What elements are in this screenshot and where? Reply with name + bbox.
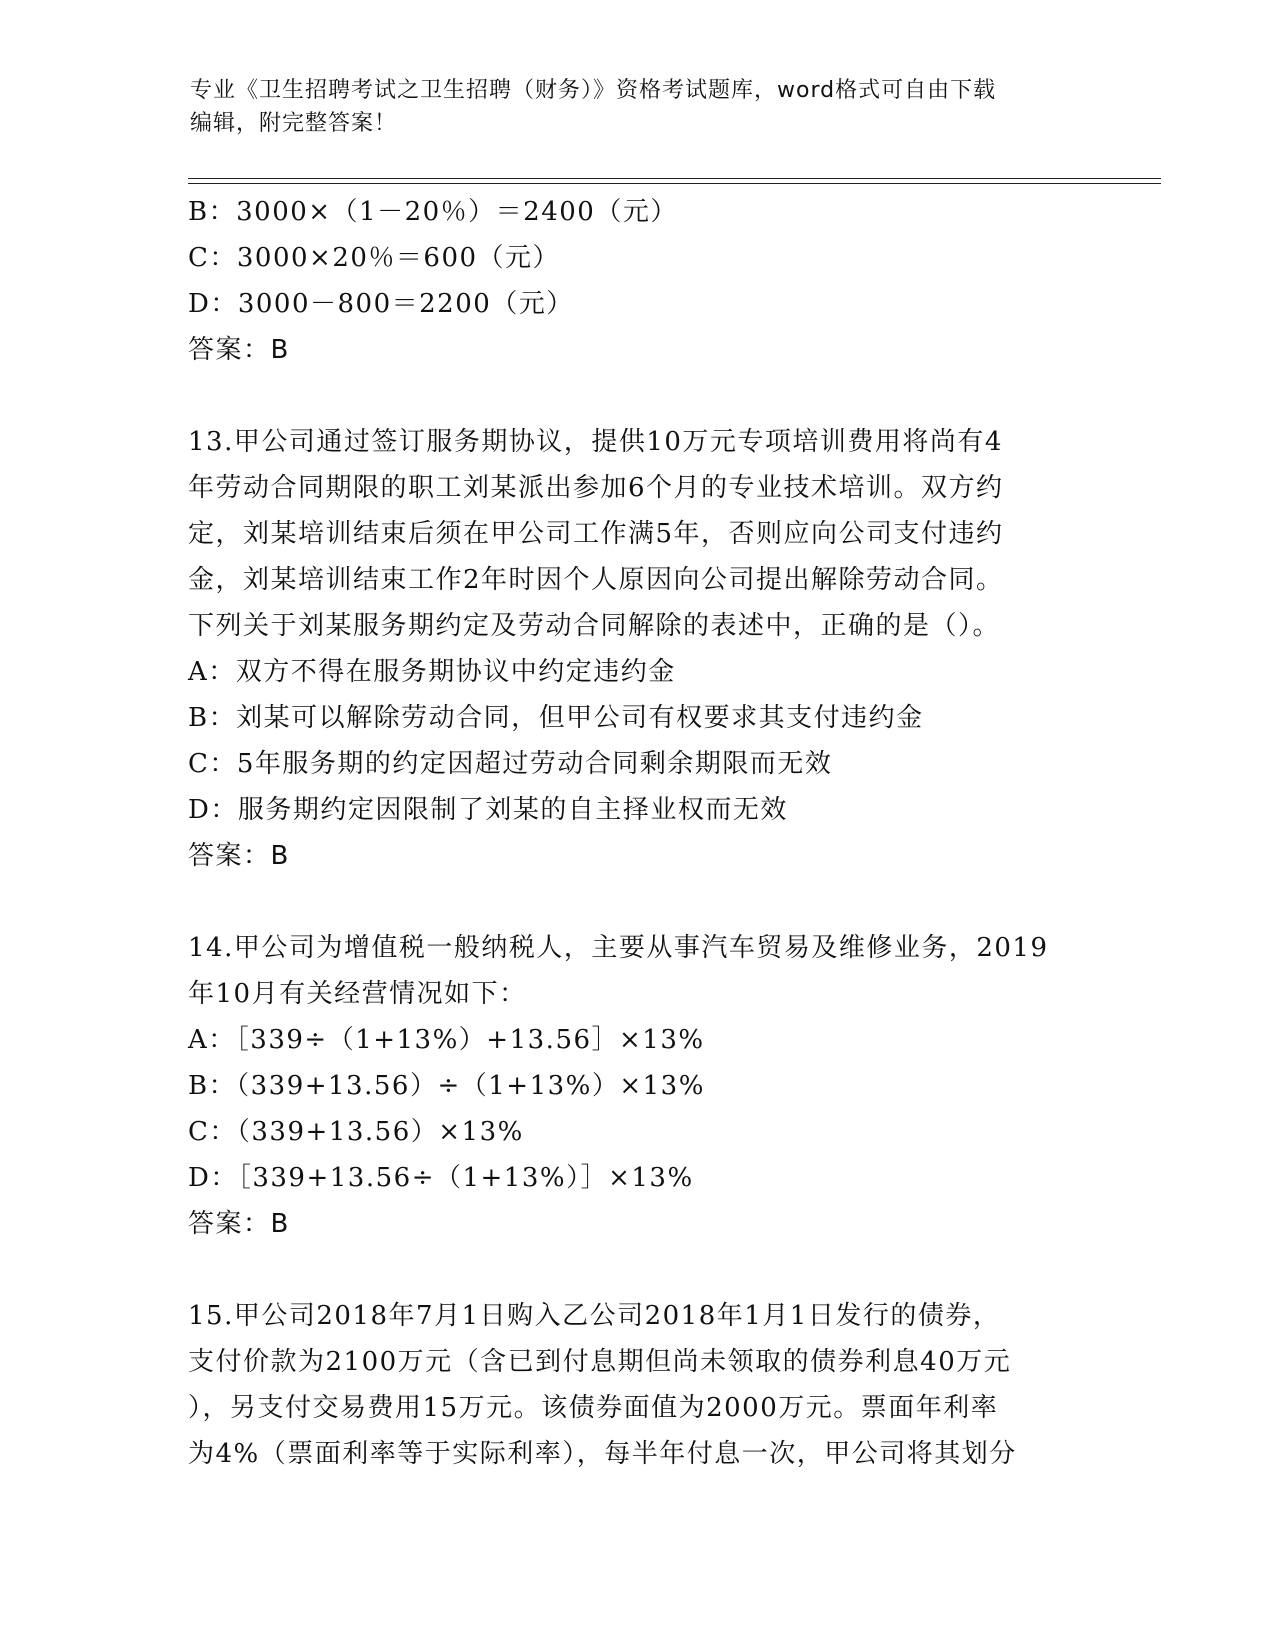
question-text-line: 定，刘某培训结束后须在甲公司工作满5年，否则应向公司支付违约 xyxy=(188,519,1004,549)
option-d: D：3000－800＝2200（元） xyxy=(188,289,574,319)
header-divider-top xyxy=(188,178,1161,179)
question-text-line: 支付价款为2100万元（含已到付息期但尚未领取的债券利息40万元 xyxy=(188,1347,1012,1377)
prev-question-options xyxy=(188,189,1128,327)
option-b: B：3000×（1－20％）＝2400（元） xyxy=(188,197,678,227)
option-b: B：刘某可以解除劳动合同，但甲公司有权要求其支付违约金 xyxy=(188,703,924,733)
option-c: C：5年服务期的约定因超过劳动合同剩余期限而无效 xyxy=(188,749,833,779)
option-b: B：（339+13.56）÷（1+13%）×13% xyxy=(188,1071,705,1101)
spacer xyxy=(188,1247,1128,1293)
option-d: D：［339+13.56÷（1+13%）］×13% xyxy=(188,1163,694,1193)
spacer xyxy=(188,879,1128,925)
question-14 xyxy=(188,925,1128,1247)
spacer xyxy=(188,373,1128,419)
option-a: A：［339÷（1+13%）+13.56］×13% xyxy=(188,1025,705,1055)
question-14-answer: 答案：B xyxy=(188,1209,290,1239)
question-15 xyxy=(188,1293,1128,1477)
question-text-line: ），另支付交易费用15万元。该债券面值为2000万元。票面年利率 xyxy=(188,1393,999,1423)
question-text-line: 为4%（票面利率等于实际利率），每半年付息一次，甲公司将其划分 xyxy=(188,1439,1017,1469)
question-13-answer: 答案：B xyxy=(188,841,290,871)
question-text-line: 下列关于刘某服务期约定及劳动合同解除的表述中，正确的是（）。 xyxy=(188,611,1001,641)
page-header xyxy=(190,74,1090,140)
prev-answer: 答案：B xyxy=(188,335,290,365)
question-text-line: 金，刘某培训结束工作2年时因个人原因向公司提出解除劳动合同。 xyxy=(188,565,1004,595)
header-line-1: 专业《卫生招聘考试之卫生招聘（财务）》资格考试题库，word格式可自由下载 xyxy=(190,78,997,103)
header-divider-bottom xyxy=(188,183,1161,184)
question-text-line: 年10月有关经营情况如下： xyxy=(188,979,527,1009)
option-c: C：（339+13.56）×13% xyxy=(188,1117,524,1147)
question-text-line: 14.甲公司为增值税一般纳税人，主要从事汽车贸易及维修业务，2019 xyxy=(188,933,1049,963)
question-text-line: 13.甲公司通过签订服务期协议，提供10万元专项培训费用将尚有4 xyxy=(188,427,1003,457)
document-body xyxy=(188,189,1128,1477)
question-13 xyxy=(188,419,1128,879)
question-text-line: 15.甲公司2018年7月1日购入乙公司2018年1月1日发行的债券， xyxy=(188,1301,1001,1331)
option-d: D：服务期约定因限制了刘某的自主择业权而无效 xyxy=(188,795,788,825)
header-line-2: 编辑，附完整答案！ xyxy=(190,111,398,136)
option-a: A：双方不得在服务期协议中约定违约金 xyxy=(188,657,676,687)
option-c: C：3000×20％＝600（元） xyxy=(188,243,561,273)
question-text-line: 年劳动合同期限的职工刘某派出参加6个月的专业技术培训。双方约 xyxy=(188,473,1004,503)
